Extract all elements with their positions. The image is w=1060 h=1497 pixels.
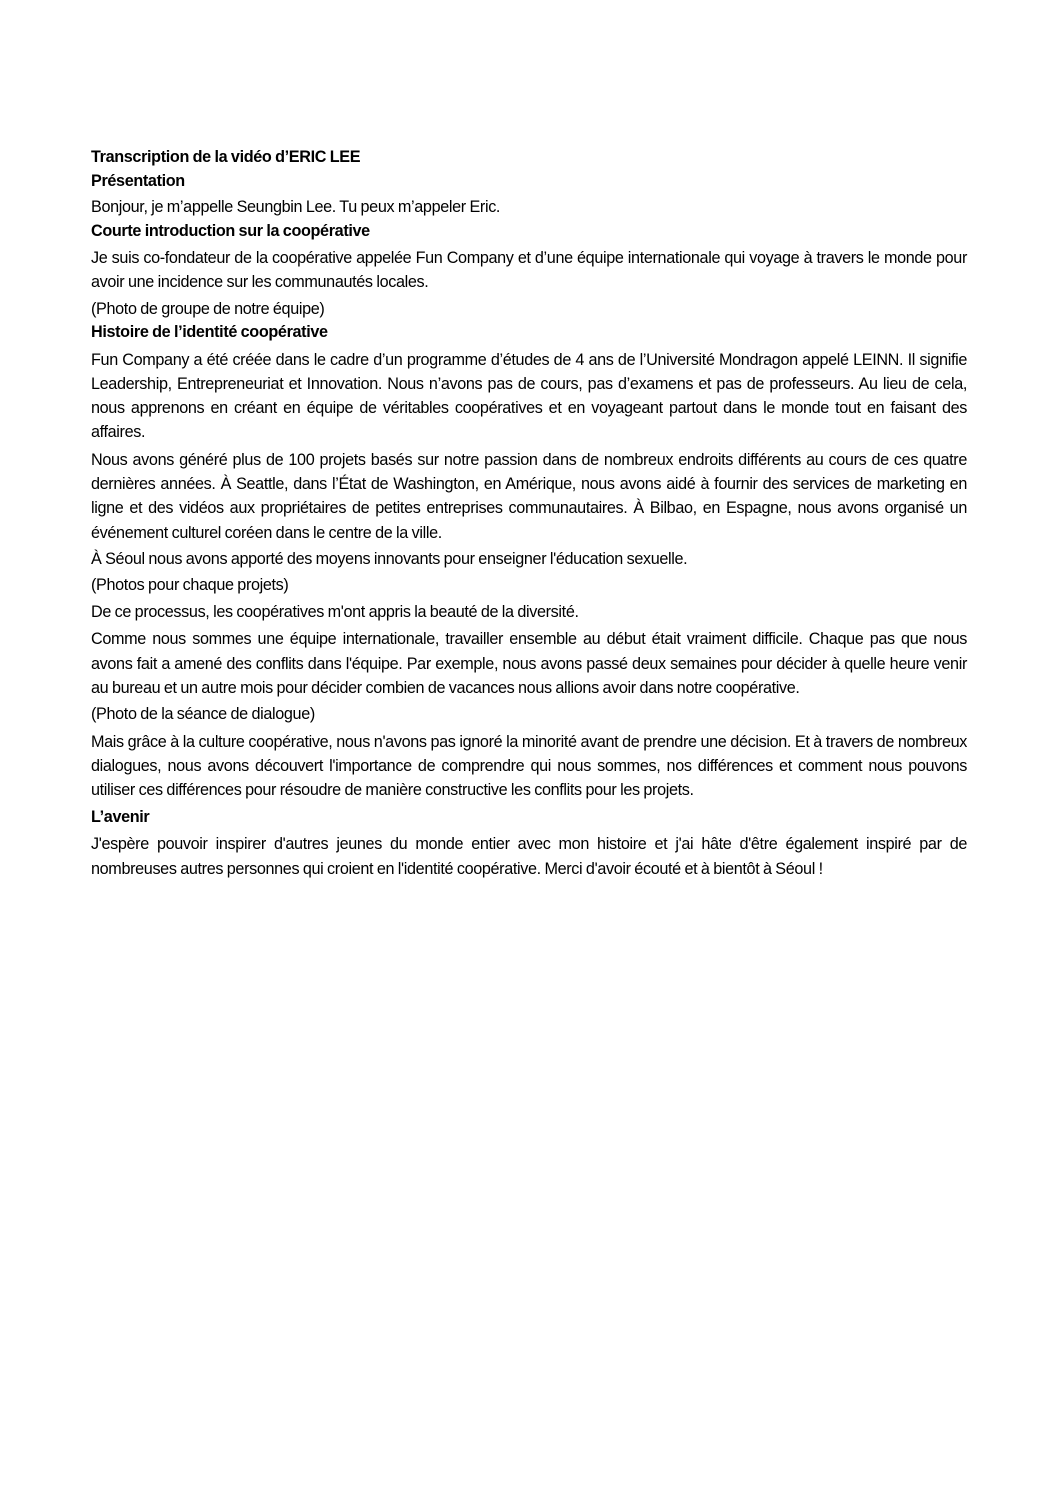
intro-photo-note: (Photo de groupe de notre équipe) <box>91 299 325 318</box>
heading-future: L’avenir <box>91 807 150 826</box>
history-paragraph-3: À Séoul nous avons apporté des moyens innovants pour enseigner l'éducation sexuelle. <box>91 549 688 568</box>
document-page <box>91 146 967 884</box>
history-photo-note-2: (Photo de la séance de dialogue) <box>91 705 315 724</box>
heading-presentation: Présentation <box>91 171 185 190</box>
heading-history: Histoire de l’identité coopérative <box>91 323 328 342</box>
future-paragraph: J'espère pouvoir inspirer d'autres jeunes du monde entier avec mon histoire et j'ai hâte d'être également inspiré par de nombreuses autres personnes qui croient en l'identité coopérative. Merci d'avoir écouté et à bientôt à Séoul ! <box>91 835 967 878</box>
document-title: Transcription de la vidéo d’ERIC LEE <box>91 148 361 166</box>
history-paragraph-6: Mais grâce à la culture coopérative, nous n'avons pas ignoré la minorité avant de prendre une décision. Et à travers de nombreux dialogues, nous avons découvert l'importance de comprendre qui nous sommes, nos différences et comment nous pouvons utiliser ces différences pour résoudre de manière constructive les conflits pour les projets. <box>91 732 967 800</box>
intro-paragraph: Je suis co-fondateur de la coopérative appelée Fun Company et d’une équipe internationale qui voyage à travers le monde pour avoir une incidence sur les communautés locales. <box>91 249 967 292</box>
presentation-text: Bonjour, je m’appelle Seungbin Lee. Tu peux m’appeler Eric. <box>91 198 501 216</box>
history-paragraph-2: Nous avons généré plus de 100 projets basés sur notre passion dans de nombreux endroits différents au cours de ces quatre dernières années. À Seattle, dans l’État de Washington, en Amérique, nous avons aidé à fournir des services de marketing en ligne et des vidéos aux propriétaires de petites entreprises communautaires. À Bilbao, en Espagne, nous avons organisé un événement culturel coréen dans le centre de la ville. <box>91 450 967 542</box>
history-photo-note-1: (Photos pour chaque projets) <box>91 576 289 595</box>
heading-intro: Courte introduction sur la coopérative <box>91 221 370 240</box>
history-paragraph-1: Fun Company a été créée dans le cadre d’un programme d’études de 4 ans de l’Université Mondragon appelé LEINN. Il signifie Leadership, Entrepreneuriat et Innovation. Nous n’avons pas de cours, pas d’examens et pas de professeurs. Au lieu de cela, nous apprenons en créant en équipe de véritables coopératives et en voyageant partout dans le monde tout en faisant des affaires. <box>91 350 967 442</box>
history-paragraph-5: Comme nous sommes une équipe internationale, travailler ensemble au début était vraiment difficile. Chaque pas que nous avons fait a amené des conflits dans l'équipe. Par exemple, nous avons passé deux semaines pour décider à quelle heure venir au bureau et un autre mois pour décider combien de vacances nous allions avoir dans notre coopérative. <box>91 630 967 698</box>
history-paragraph-4: De ce processus, les coopératives m'ont appris la beauté de la diversité. <box>91 602 579 621</box>
